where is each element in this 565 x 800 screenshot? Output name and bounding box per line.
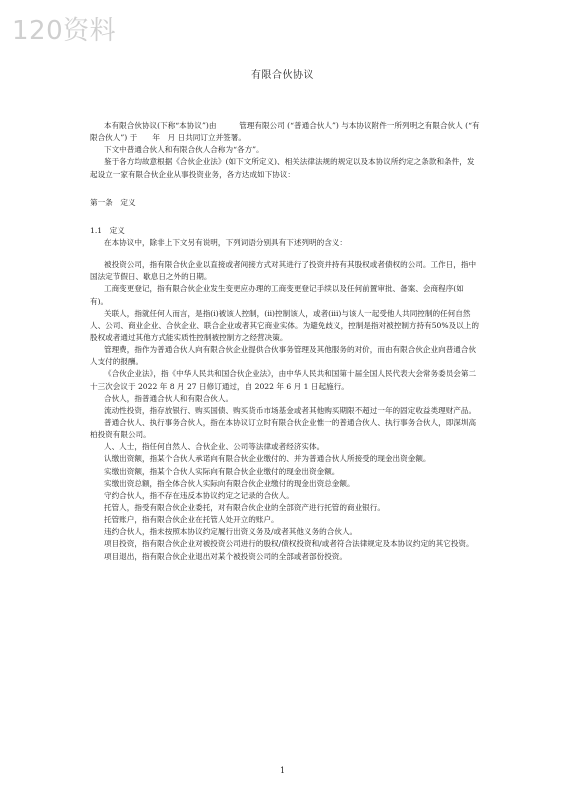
definition-item: 认缴出资额，指某个合伙人承诺向有限合伙企业缴付的、并为普通合伙人所接受的现金出资金额。 xyxy=(104,454,431,464)
definition-item: 流动性投资，指存放银行、购买国债、购买货币市场基金或者其他购买期限不超过一年的固定收益类理财产品。 xyxy=(104,405,477,415)
document-body xyxy=(90,120,480,563)
intro-paragraph: 本有限合伙协议(下称“本协议”)由 管理有限公司 (“普通合伙人”) 与本协议附件一所列明之有限合伙人 (“有限合伙人”) 于 年 月 日共同订立并签署。 xyxy=(90,121,480,143)
watermark-logo: 120资料 xyxy=(12,16,117,46)
definition-item: 关联人，指就任何人而言，是指(i)被该人控制，(ii)控制该人，或者(iii)与该人一起受他人共同控制的任何自然人、公司、商业企业、合伙企业、联合企业或者其它商业实体。为避免歧义，控制是指对被控制方持有50%及以上的股权或者通过其他方式能实质性控制被控制方之经营决策。 xyxy=(90,308,479,342)
definition-item: 项目退出，指有限合伙企业退出对某个被投资公司的全部或者部份投资。 xyxy=(104,551,347,561)
article-heading: 第一条 定义 xyxy=(90,197,136,207)
definitions-list xyxy=(90,259,480,563)
definition-item: 人、人士，指任何自然人、合伙企业、公司等法律或者经济实体。 xyxy=(104,442,325,452)
section-heading: 1.1 定义 xyxy=(90,225,125,235)
intro-paragraph: 下文中普通合伙人和有限合伙人合称为“各方”。 xyxy=(104,145,264,155)
definition-item: 工商变更登记，指有限合伙企业发生变更应办理的工商变更登记手续以及任何前置审批、备案、会商程序(如有)。 xyxy=(90,284,464,306)
page-number: 1 xyxy=(279,766,286,775)
definition-item: 被投资公司，指有限合伙企业以直接或者间接方式对其进行了投资并持有其股权或者债权的公司。工作日，指中国法定节假日、歇息日之外的日期。 xyxy=(90,260,477,282)
definition-item: 普通合伙人、执行事务合伙人，指在本协议订立时有限合伙企业惟一的普通合伙人、执行事务合伙人，即深圳高柏投资有限公司。 xyxy=(90,417,477,440)
definition-item: 违约合伙人，指未按照本协议约定履行出资义务及/或者其他义务的合伙人。 xyxy=(104,527,358,537)
definition-item: 实缴出资额，指某个合伙人实际向有限合伙企业缴付的现金出资金额。 xyxy=(104,466,340,476)
intro-paragraph: 鉴于各方均故意根据《合伙企业法》(如下文所定义)、相关法律法规的规定以及本协议所约定之条款和条件，发起设立一家有限合伙企业从事投资业务，各方达成如下协议： xyxy=(90,157,475,179)
definition-item: 管理费，指作为普通合伙人向有限合伙企业提供合伙事务管理及其他服务的对价，而由有限合伙企业向普通合伙人支付的报酬。 xyxy=(90,345,477,367)
definition-item: 托管人，指受有限合伙企业委托，对有限合伙企业的全部资产进行托管的商业银行。 xyxy=(104,502,385,512)
definition-item: 守约合伙人，指不存在违反本协议约定之记录的合伙人。 xyxy=(104,490,294,500)
definition-item: 合伙人，指普通合伙人和有限合伙人。 xyxy=(104,393,234,403)
definition-item: 《合伙企业法》，指《中华人民共和国合伙企业法》，由中华人民共和国第十届全国人民代表大会常务委员会第二十三次会议于 2022 年 8 月 27 日修订通过，自 2022 年 6 月 1 日起施行。 xyxy=(90,369,477,391)
definition-item: 托管账户，指有限合伙企业在托管人处开立的账户。 xyxy=(104,515,279,525)
section-intro: 在本协议中，除非上下文另有说明，下列词语分别具有下述列明的含义： xyxy=(104,237,347,247)
definition-item: 项目投资，指有限合伙企业对被投资公司进行的股权/债权投资和/或者符合法律规定及本协议约定的其它投资。 xyxy=(104,539,474,549)
definition-item: 实缴出资总额，指全体合伙人实际向有限合伙企业缴付的现金出资总金额。 xyxy=(104,478,355,488)
page-title: 有限合伙协议 xyxy=(251,70,314,81)
